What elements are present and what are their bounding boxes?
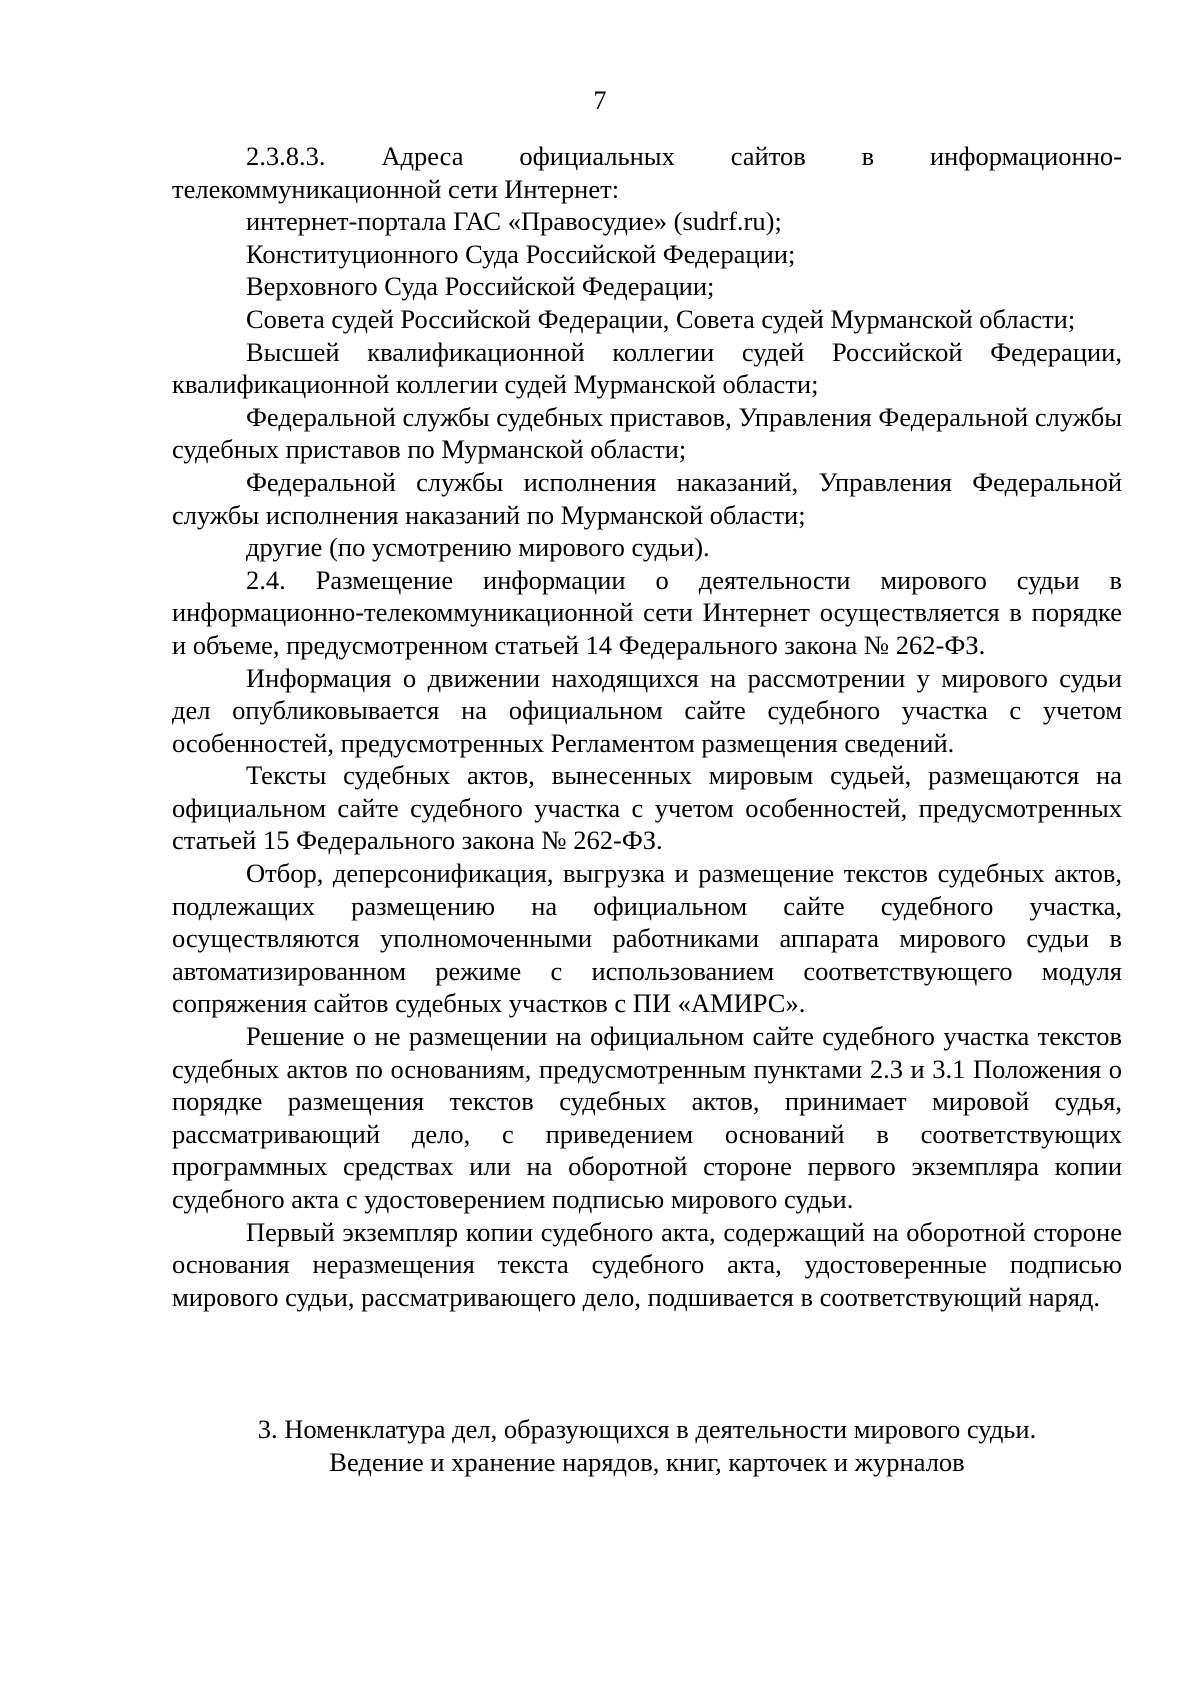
paragraph-first-copy: Первый экземпляр копии судебного акта, содержащий на оборотной стороне основания неразмещения текста судебного акта, удостоверенные подписью мирового судьи, рассматривающего дело, подшивается в соответствующий наряд. <box>172 1216 1122 1312</box>
paragraph-2-3-8-3: 2.3.8.3. Адреса официальных сайтов в информационно-телекоммуникационной сети Интернет: <box>172 141 1122 204</box>
page-number: 7 <box>593 86 607 115</box>
section-heading-line-1: 3. Номенклатура дел, образующихся в деятельности мирового судьи. <box>257 1414 1037 1444</box>
paragraph-supreme-court: Верховного Суда Российской Федерации; <box>246 271 715 302</box>
paragraph-depersonalization: Отбор, деперсонификация, выгрузка и размещение текстов судебных актов, подлежащих размещению на официальном сайте судебного участка, осуществляются уполномоченными работниками аппарата мирового судьи в автоматизированном режиме с использованием соответствующего модуля сопряжения сайтов судебных участков с ПИ «АМИРС». <box>172 858 1122 1019</box>
paragraph-council-of-judges: Совета судей Российской Федерации, Совета судей Мурманской области; <box>246 303 1076 334</box>
paragraph-bailiff-service: Федеральной службы судебных приставов, Управления Федеральной службы судебных приставов по Мурманской области; <box>172 401 1122 465</box>
paragraph-sudrf: интернет-портала ГАС «Правосудие» (sudrf.ru); <box>246 206 782 237</box>
paragraph-case-movement: Информация о движении находящихся на рассмотрении у мирового судьи дел опубликовывается на официальном сайте судебного участка с учетом особенностей, предусмотренных Регламентом размещения сведений. <box>172 662 1122 758</box>
document-body <box>172 140 1122 1313</box>
paragraph-2-4: 2.4. Размещение информации о деятельности мирового судьи в информационно-телекоммуникационной сети Интернет осуществляется в порядке и объеме, предусмотренном статьей 14 Федерального закона № 262-ФЗ. <box>172 564 1122 660</box>
section-heading-line-2: Ведение и хранение нарядов, книг, карточек и журналов <box>329 1447 965 1477</box>
paragraph-penitentiary-service: Федеральной службы исполнения наказаний, Управления Федеральной службы исполнения наказаний по Мурманской области; <box>172 466 1122 530</box>
paragraph-non-publication-decision: Решение о не размещении на официальном сайте судебного участка текстов судебных актов по основаниям, предусмотренным пунктами 2.3 и 3.1 Положения о порядке размещения текстов судебных актов, принимает мировой судья, рассматривающий дело, с приведением оснований в соответствующих программных средствах или на оборотной стороне первого экземпляра копии судебного акта с удостоверением подписью мирового судьи. <box>172 1021 1122 1214</box>
section-heading <box>172 1413 1122 1479</box>
paragraph-qualification-collegium: Высшей квалификационной коллегии судей Российской Федерации, квалификационной коллегии судей Мурманской области; <box>172 336 1122 400</box>
paragraph-others: другие (по усмотрению мирового судьи). <box>246 532 710 563</box>
paragraph-constitutional-court: Конституционного Суда Российской Федерации; <box>246 238 796 269</box>
paragraph-judicial-acts-texts: Тексты судебных актов, вынесенных мировым судьей, размещаются на официальном сайте судебного участка с учетом особенностей, предусмотренных статьей 15 Федерального закона № 262-ФЗ. <box>172 760 1122 856</box>
